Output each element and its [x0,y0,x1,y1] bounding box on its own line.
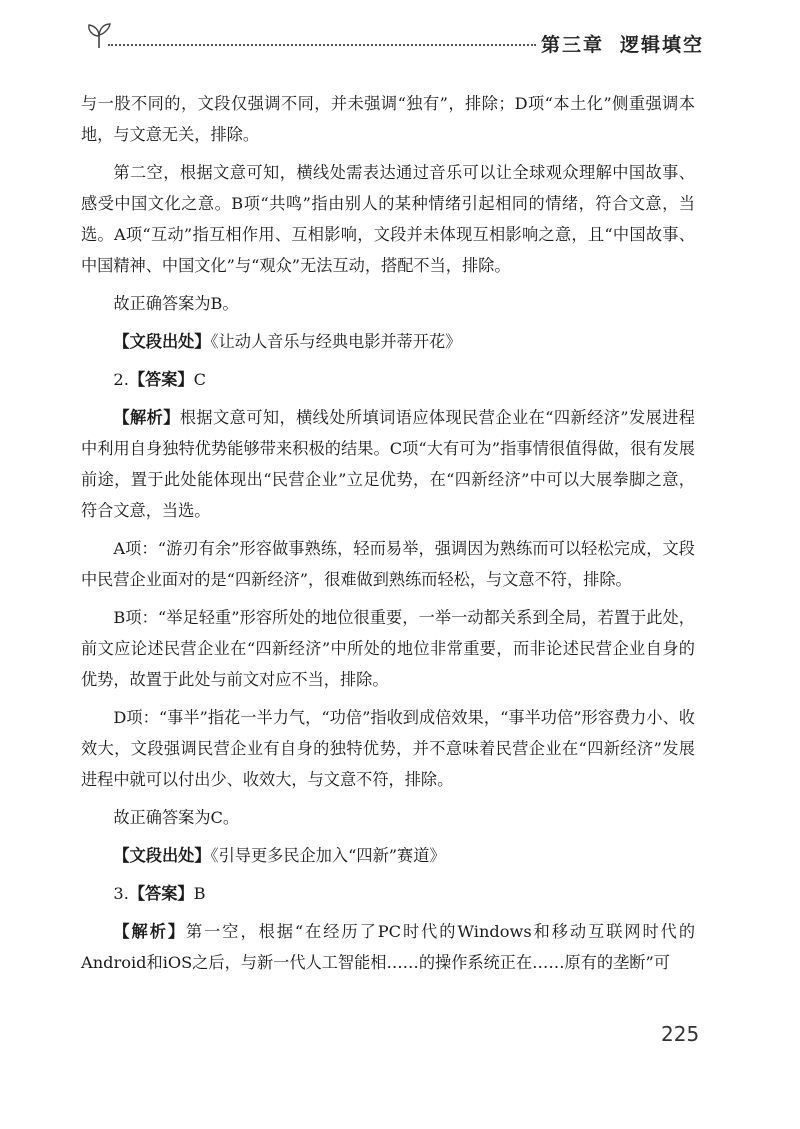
answer-value: B [193,884,206,903]
source-label: 【文段出处】 [113,332,211,351]
chapter-number: 第三章 [540,34,604,56]
answer-label: 【答案】 [128,370,194,389]
source-title: 《引导更多民企加入“四新”赛道》 [210,846,446,865]
page-body [81,88,695,985]
source-label: 【文段出处】 [113,846,211,865]
question-number: 3. [113,884,129,903]
answer-value: C [193,370,206,389]
analysis-paragraph [81,916,695,978]
analysis-label: 【解析】 [113,922,186,941]
chapter-title: 逻辑填空 [619,34,704,56]
conclusion: 故正确答案为C。 [113,808,240,827]
analysis-text: 第一空，根据“在经历了PC时代的Windows和移动互联网时代的Android和iOS之后，与新一代人工智能相……的操作系统正在……原有的垄断”可 [81,922,696,972]
running-header [84,20,704,60]
header-dotted-rule [108,44,536,46]
answer-line [81,878,695,909]
option-a-analysis: A项：“游刃有余”形容做事熟练，轻而易举，强调因为熟练而可以轻松完成，文段中民营企业面对的是“四新经济”，很难做到熟练而轻松，与文意不符，排除。 [81,539,695,589]
paragraph: 第二空，根据文意可知，横线处需表达通过音乐可以让全球观众理解中国故事、感受中国文化之意。B项“共鸣”指由别人的某种情绪引起相同的情绪，符合文意，当选。A项“互动”指互相作用、互相影响，文段并未体现互相影响之意，且“中国故事、中国精神、中国文化”与“观众”无法互动，搭配不当，排除。 [81,163,695,275]
option-b-analysis: B项：“举足轻重”形容所处的地位很重要，一举一动都关系到全局，若置于此处，前文应论述民营企业在“四新经济”中所处的地位非常重要，而非论述民营企业自身的优势，故置于此处与前文对应不当，排除。 [81,608,695,689]
answer-label: 【答案】 [128,884,194,903]
answer-line [81,364,695,395]
source-title: 《让动人音乐与经典电影并蒂开花》 [210,332,462,351]
page-number: 225 [661,1022,700,1046]
source-line [81,840,695,871]
analysis-label: 【解析】 [113,408,180,427]
question-number: 2. [113,370,129,389]
chapter-heading [541,30,704,57]
source-line [81,326,695,357]
analysis-paragraph [81,402,695,526]
paragraph: 与一股不同的，文段仅强调不同，并未强调“独有”，排除；D项“本土化”侧重强调本地，与文意无关，排除。 [81,94,695,144]
analysis-text: 根据文意可知，横线处所填词语应体现民营企业在“四新经济”发展进程中利用自身独特优势能够带来积极的结果。C项“大有可为”指事情很值得做，很有发展前途，置于此处能体现出“民营企业”立足优势，在“四新经济”中可以大展拳脚之意，符合文意，当选。 [81,408,695,520]
paragraph: 故正确答案为B。 [113,294,239,313]
option-d-analysis: D项：“事半”指花一半力气，“功倍”指收到成倍效果，“事半功倍”形容费力小、收效大，文段强调民营企业有自身的独特优势，并不意味着民营企业在“四新经济”发展进程中就可以付出少、收效大，与文意不符，排除。 [81,708,695,789]
